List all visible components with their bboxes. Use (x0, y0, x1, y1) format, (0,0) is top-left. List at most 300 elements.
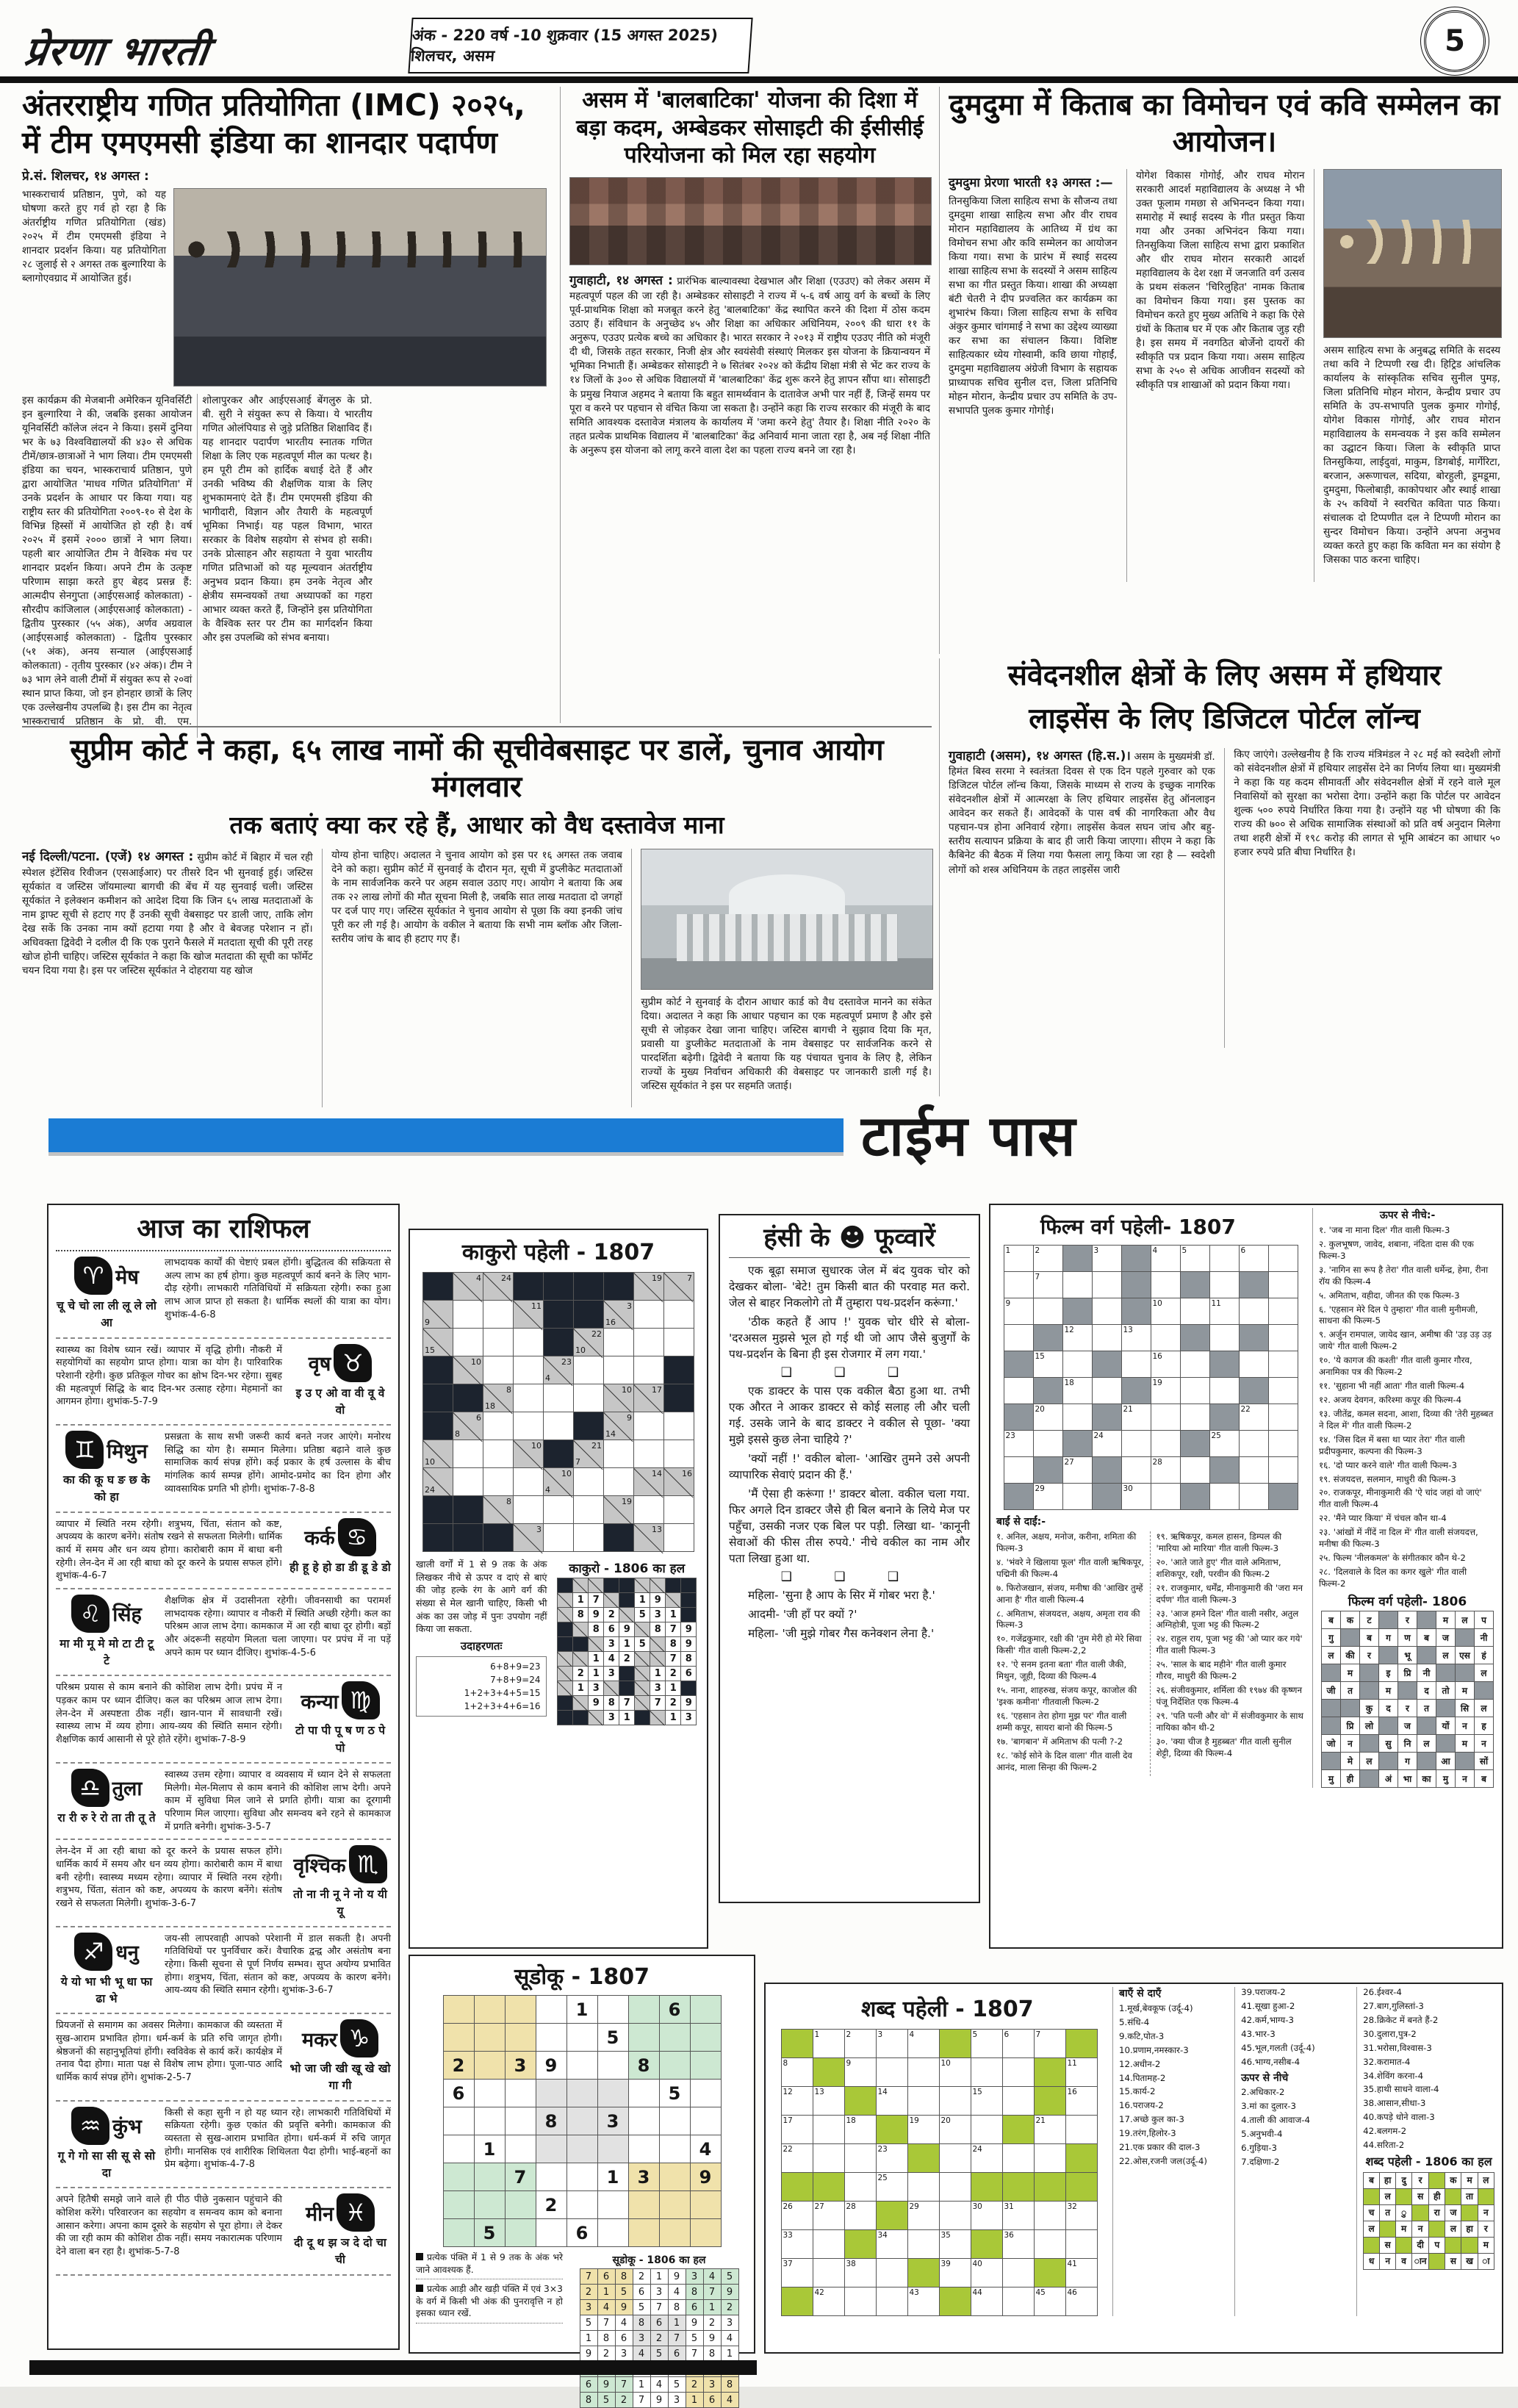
grid-cell (1033, 1298, 1062, 1325)
grid-cell: नी (1417, 1664, 1436, 1681)
grid-cell: 6 (615, 2331, 633, 2346)
grid-cell (1478, 2188, 1494, 2204)
grid-cell (1004, 1272, 1033, 1298)
clue-item: 5.अनुभवी-4 (1241, 2129, 1283, 2140)
grid-cell: 6 (668, 2346, 686, 2362)
grid-cell (1429, 2221, 1445, 2237)
grid-cell: 3 (650, 2285, 668, 2300)
grid-cell (558, 1622, 573, 1637)
grid-cell (844, 2173, 876, 2202)
grid-cell: 22 (781, 2144, 813, 2173)
kakuro-solution-grid (553, 1578, 701, 1725)
grid-cell: 3 (604, 1637, 619, 1652)
grid-cell: र (1412, 2172, 1429, 2188)
grid-cell (597, 2080, 628, 2107)
film-grid-table (1004, 1245, 1298, 1510)
grid-cell: 7 (633, 2393, 650, 2408)
grid-cell (1379, 1611, 1398, 1628)
grid-cell (1002, 2087, 1034, 2116)
grid-cell (1445, 2188, 1461, 2204)
grid-cell (1092, 1272, 1121, 1298)
grid-cell (659, 2052, 690, 2080)
grid-cell (1180, 1457, 1209, 1484)
grid-cell (939, 2144, 971, 2173)
grid-cell: ब (1475, 1769, 1494, 1787)
photo-balvatika-event (569, 177, 932, 265)
zodiac-name: वृश्चिक (293, 1854, 346, 1877)
grid-cell: 2 (597, 2346, 615, 2362)
zodiac-name: वृष (308, 1353, 331, 1376)
sudoku-solution-table (580, 2268, 739, 2408)
word-across-title: बाएँ से दाएँ (1119, 1988, 1162, 1999)
grid-cell: 1 (668, 2315, 686, 2331)
grid-cell (423, 1496, 453, 1524)
clue-item: 39.पराजय-2 (1241, 1987, 1286, 1997)
grid-cell: 17 (781, 2116, 813, 2144)
grid-cell (690, 1996, 721, 2024)
grid-cell: 8 18 (483, 1384, 514, 1412)
grid-cell: क (1445, 2172, 1461, 2188)
grid-cell: म (1461, 2172, 1478, 2188)
grid-cell (1209, 1457, 1239, 1484)
grid-cell (597, 2219, 628, 2247)
clue-item: 41.सूखा हुआ-2 (1241, 2000, 1295, 2011)
grid-cell: द (1379, 1699, 1398, 1717)
grid-cell: स (1380, 2237, 1396, 2253)
grid-cell (514, 1468, 544, 1496)
grid-cell: 37 (781, 2259, 813, 2287)
masthead-rule (0, 76, 1518, 83)
grid-cell (505, 2107, 536, 2135)
grid-cell: र (1360, 1646, 1379, 1664)
grid-cell (1398, 1681, 1417, 1699)
clue-item: 44.सरिता-2 (1363, 2140, 1405, 2151)
grid-cell (483, 1412, 514, 1440)
grid-cell (1360, 1734, 1379, 1752)
grid-cell: 8 (633, 2315, 650, 2331)
grid-cell (566, 2107, 597, 2135)
clue-item: 32.करामात-4 (1363, 2056, 1411, 2067)
grid-cell (1002, 2259, 1034, 2287)
grid-cell: गु (1322, 1628, 1341, 1646)
zodiac-icon: ♈ (74, 1257, 112, 1295)
grid-cell: 3 (628, 2163, 659, 2191)
grid-cell: 12 (781, 2087, 813, 2116)
grid-cell: 6 (650, 2315, 668, 2331)
grid-cell (1062, 1272, 1092, 1298)
grid-cell (604, 1524, 634, 1552)
grid-cell: मु (1322, 1769, 1341, 1787)
grid-cell: र (1478, 2221, 1494, 2237)
grid-cell: 1 (1004, 1246, 1033, 1272)
page-number: 5 (1445, 24, 1465, 58)
grid-cell (453, 1301, 483, 1329)
grid-cell (558, 1681, 573, 1696)
rashifal-entry (56, 2014, 391, 2102)
grid-cell: 24 (971, 2144, 1002, 2173)
grid-cell (907, 2058, 939, 2087)
grid-cell (544, 1329, 574, 1356)
grid-cell (628, 2135, 659, 2163)
grid-cell: 6 (566, 2219, 597, 2247)
rashifal-entry (56, 2102, 391, 2189)
grid-cell (1151, 1325, 1180, 1351)
word-across-clues-1 (1119, 2003, 1229, 2168)
grid-cell: 21 (1034, 2116, 1065, 2144)
rashifal-entry (56, 1840, 391, 1927)
grid-cell (628, 1996, 659, 2024)
grid-cell: नि (1398, 1734, 1417, 1752)
film-puzzle-title: फिल्म वर्ग पहेली- 1807 (1040, 1215, 1236, 1239)
grid-cell: 4 (1151, 1246, 1180, 1272)
kakuro-solution-title: काकुरो - 1806 का हल (569, 1561, 686, 1576)
grid-cell: 6 (604, 1622, 619, 1637)
grid-cell (1322, 1699, 1341, 1717)
grid-cell (1360, 1664, 1379, 1681)
clue-item: 46.भाग्य,नसीब-4 (1241, 2056, 1301, 2067)
zodiac-name: मकर (302, 2028, 337, 2052)
grid-cell: म (1379, 1681, 1398, 1699)
grid-cell (1002, 2144, 1034, 2173)
zodiac-letters: तो ना नी नू ने नो य यी यू (293, 1888, 387, 1919)
clue-item: 14.पितामह-2 (1119, 2072, 1166, 2083)
grid-cell: 26 (781, 2202, 813, 2230)
grid-cell (558, 1593, 573, 1608)
grid-cell: 3 (589, 1681, 604, 1696)
grid-cell: 7 (589, 1593, 604, 1608)
grid-cell: ख (1461, 2253, 1478, 2269)
zodiac-forecast: शैक्षणिक क्षेत्र में उदासीनता रहेगी। जीवनसाथी का परामर्श लाभदायक रहेगा। व्यापार व नौकरी में स्थिति अच्छी रहेगी। कल का परिश्रम आज लाभ देगा। कामकाज में आ रही बाधा दूर होगी। बड़ों और अंदरूनी सहयोग मिलता चला जाएगा। पर प्रपंच में ना पड़ें अपने काम पर ध्यान दीजिए। शुभांक-4-5-6 (165, 1595, 391, 1658)
grid-cell: 2 (633, 2269, 650, 2285)
grid-cell: 27 (1062, 1457, 1092, 1484)
grid-cell (666, 1593, 681, 1608)
grid-cell: 1 (650, 1667, 666, 1681)
joke-paragraph: एक डाक्टर के पास एक वकील बैठा हुआ था. तभी एक औरत ने आकर डाक्टर से कोई सलाह ली और चली गई. उसके जाने के बाद डाक्टर ने वकील से पूछा- 'क्या मुझे इससे कुछ लेना चाहिये ?' (729, 1384, 970, 1446)
grid-cell (1445, 2237, 1461, 2253)
grid-cell (423, 1524, 453, 1552)
grid-cell: 20 (1033, 1404, 1062, 1431)
grid-cell (544, 1384, 574, 1412)
clue-item: 26.ईश्वर-4 (1363, 1987, 1402, 1997)
grid-cell: 9 (536, 2052, 566, 2080)
grid-cell: 6 8 (453, 1412, 483, 1440)
grid-cell: 8 (536, 2107, 566, 2135)
grid-cell (1121, 1298, 1151, 1325)
grid-cell: 46 (1065, 2287, 1097, 2316)
grid-cell (907, 2087, 939, 2116)
grid-cell: 2 (721, 2300, 738, 2315)
zodiac-forecast: स्वास्थ्य उत्तम रहेगा। व्यापार व व्यवसाय में ध्यान देने से सफलता मिलेगी। मेल-मिलाप से काम बनाने की कोशिश लाभ देगी। अपने काम में सुविधा मिल जाने से प्रगति होगी। यात्रा का दूरगामी परिणाम मिल जाएगा। सुविधा और समन्वय बने रहने से कामकाज में प्रगति बनेगी। शुभांक-3-5-7 (165, 1769, 391, 1833)
grid-cell (474, 2052, 505, 2080)
grid-cell (650, 1578, 666, 1593)
grid-cell (664, 1356, 694, 1384)
grid-cell (1180, 1325, 1209, 1351)
grid-cell: 8 (666, 1637, 681, 1652)
grid-cell (1396, 2237, 1412, 2253)
clue-item: 19.तरंग,हिलोर-3 (1119, 2128, 1176, 2139)
rashifal-entry (56, 1339, 391, 1426)
grid-cell: 5 (1180, 1246, 1209, 1272)
grid-cell (1436, 1664, 1456, 1681)
film-across-clues-2 (1157, 1531, 1306, 1776)
clue-item: २५. फिल्म 'नीलकमल' के संगीतकार कौन थे-2 (1319, 1553, 1466, 1564)
grid-cell: ही (1341, 1769, 1360, 1787)
grid-cell (650, 1711, 666, 1725)
grid-cell (1062, 1404, 1092, 1431)
grid-cell: 7 (650, 1696, 666, 1711)
grid-cell (558, 1652, 573, 1667)
grid-cell: 6 (659, 1996, 690, 2024)
grid-cell (1429, 2253, 1445, 2269)
grid-cell (664, 1496, 694, 1524)
grid-cell (574, 1384, 604, 1412)
grid-cell (1092, 1325, 1121, 1351)
grid-cell (1034, 2087, 1065, 2116)
jokes-title: हंसी के ☻ फूव्वारें (729, 1220, 970, 1258)
grid-cell: सि (1456, 1699, 1475, 1717)
grid-cell: 13 (1121, 1325, 1151, 1351)
grid-cell (1065, 2144, 1097, 2173)
clue-item: 12.अधीन-2 (1119, 2058, 1161, 2069)
grid-cell (1033, 1431, 1062, 1457)
grid-cell (505, 2080, 536, 2107)
grid-cell: 16 (1151, 1351, 1180, 1378)
word-down-title: ऊपर से नीचे (1241, 2071, 1289, 2084)
grid-cell: दु (1396, 2172, 1412, 2188)
clue-item: १३. जीतेंद्र, कमल सदना, आशा, दिव्या की 'तेरी मुहब्बत ने दिल में' गीत वाली फिल्म-2 (1319, 1408, 1494, 1431)
clue-item: 15.कार्य-2 (1119, 2086, 1156, 2097)
grid-cell (443, 2024, 474, 2052)
joke-paragraph: 'मैं ऐसा ही करूंगा !' डाक्टर बोला. वकील चला गया. फिर अगले दिन डाक्टर जैसे ही बिल बनाने के लिये मेज पर पहुँचा, उसकी नजर एक बिल पर पड़ी. लिखा था- 'कानूनी सेवाओं की फीस तीस रुपये.' नीचे वकील का नाम और पता लिखा हुआ था. (729, 1487, 970, 1565)
grid-cell (1209, 1325, 1239, 1351)
kakuro-example-title: उदाहरणतः (460, 1639, 503, 1653)
zodiac-name: कुंभ (112, 2116, 142, 2139)
grid-cell (1180, 1431, 1209, 1457)
grid-cell (1151, 1431, 1180, 1457)
grid-cell: 8 (721, 2377, 738, 2393)
photo-dumduma-event (1323, 169, 1502, 338)
grid-cell: 3 (668, 2393, 686, 2408)
grid-cell: 4 (633, 2346, 650, 2362)
grid-cell (1412, 2204, 1429, 2221)
clue-item: 10.प्रणाम,नमस्कार-3 (1119, 2044, 1189, 2055)
clue-item: १९. संजयदत्त, सलमान, माधुरी की फिल्म-3 (1319, 1473, 1456, 1484)
grid-cell: न (1475, 1734, 1494, 1752)
grid-cell (634, 1329, 664, 1356)
grid-cell (505, 2135, 536, 2163)
grid-cell (1456, 1664, 1475, 1681)
grid-cell (1461, 2237, 1478, 2253)
zodiac-letters: चू चे चो ला ली लू ले लो आ (57, 1299, 157, 1330)
zodiac-name: तुला (112, 1778, 143, 1801)
grid-cell: 32 (1065, 2202, 1097, 2230)
grid-cell (971, 2173, 1002, 2202)
grid-cell (1461, 2204, 1478, 2221)
grid-cell (1209, 1351, 1239, 1378)
grid-cell: 1 (666, 1711, 681, 1725)
grid-cell (628, 2191, 659, 2219)
grid-cell: 9 (423, 1301, 453, 1329)
grid-cell (597, 1996, 628, 2024)
grid-cell (628, 2107, 659, 2135)
grid-cell: 4 (597, 2300, 615, 2315)
clue-item: २०. राजकपूर, मीनाकुमारी की 'ऐ चांद जहां वो जाएं' गीत वाली फिल्म-4 (1319, 1487, 1482, 1510)
grid-cell (844, 2087, 876, 2116)
zodiac-letters: इ उ ए ओ वा वी वू वे वो (295, 1386, 385, 1417)
grid-cell (650, 1637, 666, 1652)
grid-cell: 5 (597, 2393, 615, 2408)
grid-cell: 8 (573, 1608, 589, 1622)
grid-cell: 10 (423, 1440, 453, 1468)
grid-cell (1033, 1325, 1062, 1351)
grid-cell: 2 (573, 1667, 589, 1681)
article-supreme-headline2: तक बताएं क्या कर रहे हैं, आधार को वैध दस्तावेज माना (229, 811, 724, 839)
zodiac-icon: ♎ (71, 1769, 109, 1807)
rashifal-entry (56, 1764, 391, 1840)
clue-item: ४. 'भंवरे ने खिलाया फूल' गीत वाली ऋषिकपूर, पद्मिनी की फिल्म-4 (996, 1556, 1144, 1579)
grid-cell: 9 (589, 1696, 604, 1711)
grid-cell: 6 (633, 2285, 650, 2300)
clue-item: १५. नाना, शाहरुख, संजय कपूर, काजोल की 'इश्क कमीना' गीतवाली फिल्म-2 (996, 1685, 1137, 1707)
grid-cell (1151, 1404, 1180, 1431)
grid-cell (634, 1440, 664, 1468)
clue-item: २४. राहुल राय, पूजा भट्ट की 'ओ प्यार कर गये' गीत वाली फिल्म-3 (1156, 1634, 1303, 1656)
grid-cell (453, 1496, 483, 1524)
grid-cell: 8 (686, 2285, 703, 2300)
grid-cell: 1 (650, 2269, 668, 2285)
grid-cell: 7 (597, 2315, 615, 2331)
grid-cell (813, 2144, 844, 2173)
grid-cell (681, 1681, 697, 1696)
grid-cell: 3 (681, 1711, 697, 1725)
grid-cell (514, 1496, 544, 1524)
grid-cell: 1 (597, 2285, 615, 2300)
grid-cell: स (1412, 2188, 1429, 2204)
grid-cell (423, 1412, 453, 1440)
grid-cell (1004, 1378, 1033, 1404)
grid-cell (443, 2163, 474, 2191)
grid-cell: ल (1456, 1611, 1475, 1628)
grid-cell (514, 1384, 544, 1412)
grid-cell (635, 1622, 650, 1637)
grid-cell (813, 2116, 844, 2144)
grid-cell: न (1478, 2204, 1494, 2221)
grid-cell: 4 (453, 1273, 483, 1301)
grid-cell (1209, 1404, 1239, 1431)
grid-cell: 24 (1092, 1431, 1121, 1457)
grid-cell: 6 (703, 2393, 721, 2408)
clue-item: 45.भूल,गलती (उर्दू-4) (1241, 2042, 1315, 2053)
grid-cell (1121, 1351, 1151, 1378)
grid-cell: ब (1360, 1628, 1379, 1646)
film-down-title: ऊपर से नीचे:- (1379, 1210, 1436, 1221)
grid-cell (1268, 1298, 1298, 1325)
grid-cell: 7 (686, 2346, 703, 2362)
grid-cell: 34 (876, 2230, 907, 2259)
grid-cell (781, 2287, 813, 2316)
grid-cell: 9 (650, 2393, 668, 2408)
issue-line-box (408, 18, 752, 73)
grid-cell: 23 4 (544, 1356, 574, 1384)
clue-item: १७. 'बागबान' में अमिताभ की पत्नी ?-2 (996, 1736, 1123, 1747)
rashifal-title: आज का राशिफल (56, 1210, 391, 1251)
grid-cell (1436, 1699, 1456, 1717)
grid-cell: रा (1429, 2204, 1445, 2221)
joke-paragraph: आदमी- 'जी हाँ पर क्यों ?' (748, 1608, 857, 1621)
grid-cell (664, 1412, 694, 1440)
grid-cell (628, 2024, 659, 2052)
clue-item: १०. गजेंद्रकुमार, रक्षी की 'तुम मेरी हो मेरे सिवा किसी' गीत वाली फिल्म-2,2 (996, 1634, 1142, 1656)
grid-cell: 11 (1209, 1298, 1239, 1325)
grid-cell (474, 2107, 505, 2135)
grid-cell (628, 2219, 659, 2247)
grid-cell: 1 (589, 1667, 604, 1681)
grid-cell: 25 (1209, 1431, 1239, 1457)
joke-separator: ❑ ❑ ❑ (780, 1365, 918, 1380)
sudoku-box (409, 1955, 755, 2406)
grid-cell: 27 (813, 2202, 844, 2230)
article-dumduma-col3: असम साहित्य सभा के अनुबद्ध समिति के सदस्य तथा कवि ने टिप्पणी रख दी। हिट्रिड आंचलिक कार्यालय के सांस्कृतिक सचिव सुनील पुमड़, जिला प्रतिनिधि मोहन मोरान, केन्द्रीय प्रचार उप समिति के उप-सभापति पुलक कुमार गोगोई, योगेश विकास गोगोई, और राघव मोरान महाविद्यालय के समन्वयक ने इस कवि सम्मेलन का उद्घाटन किया। जिला के स्वीकृति प्राप्त तिनसुकिया, लाईदुवां, माकुम, डिगबोई, मार्गेरिटा, बरजान, अरूणाचल, सदिया, बोरहुली, डूमडूमा, दुमदुमा, फिलोबाड़ी, काकोपथार और स्थाई शाखा के २५ कवियों ने स्वरचित कविता पाठ किया। संचालक दो टिप्पणीत दल ने टिप्पणी मोरान का सुन्दर विमोचन किया। उन्होंने अपना अनुभव व्यक्त करते हुए कहा कि कविता मन का संयोग है जिसका पाठ करना चाहिए। (1323, 345, 1501, 567)
clue-item: 6.गुड़िया-3 (1241, 2143, 1277, 2154)
grid-cell (1209, 1272, 1239, 1298)
grid-cell (1004, 1325, 1033, 1351)
grid-cell: ज (1445, 2204, 1461, 2221)
article-balvatika (560, 87, 930, 723)
photo-imc-team (173, 188, 547, 387)
clue-item: २८. 'दिलवाले के दिल का कगर खुले' गीत वाली फिल्म-2 (1319, 1566, 1467, 1589)
grid-cell (664, 1329, 694, 1356)
grid-cell (536, 2024, 566, 2052)
grid-cell (907, 2230, 939, 2259)
grid-cell: 3 (615, 2346, 633, 2362)
sudoku-table (443, 1995, 722, 2247)
grid-cell: 1 (580, 2331, 597, 2346)
grid-cell: 3 (686, 2269, 703, 2285)
grid-cell: अं (1379, 1769, 1398, 1787)
jokes-list (729, 1262, 970, 1642)
grid-cell (1209, 1378, 1239, 1404)
grid-cell (1121, 1246, 1151, 1272)
grid-cell (659, 2163, 690, 2191)
grid-cell: 9 (580, 2346, 597, 2362)
grid-cell: 41 (1065, 2259, 1097, 2287)
grid-cell: 1 (619, 1637, 635, 1652)
zodiac-letters: ही हू हे हो डा डी डू डे डो (289, 1560, 391, 1574)
grid-cell: तो (1436, 1681, 1456, 1699)
grid-cell: प्रि (1341, 1717, 1360, 1734)
grid-cell: 9 (681, 1637, 697, 1652)
grid-cell: 19 (634, 1273, 664, 1301)
clue-item: १. अनिल, अक्षय, मनोज, करीना, शमिता की फिल्म-3 (996, 1531, 1137, 1553)
grid-cell: 5 (615, 2285, 633, 2300)
grid-cell: 9 (844, 2058, 876, 2087)
grid-cell (813, 2173, 844, 2202)
grid-cell: व (1396, 2253, 1412, 2269)
grid-cell (1034, 2202, 1065, 2230)
grid-cell (474, 2080, 505, 2107)
clue-item: ७. फिरोजखान, संजय, मनीषा की 'आखिर तुम्हें आना है' गीत वाली फिल्म-4 (996, 1582, 1143, 1605)
grid-cell: ण (1398, 1628, 1417, 1646)
grid-cell: 1 (597, 2163, 628, 2191)
grid-cell (558, 1696, 573, 1711)
article-arms-col1: असम के मुख्यमंत्री डॉ. हिमंत बिस्व सरमा ने स्वतंत्रता दिवस से एक दिन पहले गुरुवार को एक डिजिटल पोर्टल लॉन्च किया, जिसके माध्यम से राज्य के इच्छुक नागरिक संवेदनशील क्षेत्रों में आत्मरक्षा के लिए हथियार लाइसेंस हेतु ऑनलाइन आवेदन कर सकते हैं। आवेदकों के पास वर्ष की नागरिकता और वैध पहचान-पत्र होना अनिवार्य रहेगा। लाइसेंस केवल सघन जांच और बहु-स्तरीय सत्यापन प्रक्रिया के बाद ही जारी किया जाएगा। सीएम ने कहा कि कैबिनेट की बैठक में लिया गया फैसला लागू किया जा रहा है — स्वदेशी लोगों को शस्त्र अधिनियम के तहत लाइसेंस जारी (949, 750, 1215, 876)
clue-item: १९. ऋषिकपूर, कमल हासन, डिम्पल की 'मारिया ओ मारिया' गीत वाली फिल्म-3 (1156, 1531, 1282, 1553)
example-sum: 1+2+3+4+6=16 (464, 1700, 541, 1711)
grid-cell: 30 (1121, 1484, 1151, 1510)
grid-cell (1002, 2173, 1034, 2202)
article-supreme-col1: सुप्रीम कोर्ट में बिहार में चल रही स्पेशल इंटेंसिव रिवीजन (एसआईआर) पर तीसरे दिन भी सुनवाई हुई। जस्टिस सूर्यकांत व जस्टिस जॉयमाल्या बागची की बेंच में यह सुनवाई चली। जस्टिस सूर्यकांत ने इलेक्शन कमीशन को आदेश दिया कि जिन ६५ लाख मतदाताओं के नाम ड्राफ्ट सूची से हटाए गए हैं उनकी सूची वेबसाइट पर डाली जाए, ताकि लोग देख सकें कि उनका नाम क्यों हटाया गया है और वे बेवजह परेशान न हों। अधिवक्ता द्विवेदी ने दलील दी कि एक पुराने फैसले में मतदाता सूची की पूरी तरह खोज होनी चाहिए। जस्टिस सूर्यकांत ने कहा कि खोज मतदाता की सूची का फॉर्मेट चयन दिया गया है। इस पर जस्टिस सूर्यकांत ने दोहराया यह खोज (22, 852, 313, 977)
grid-cell: 35 (939, 2230, 971, 2259)
